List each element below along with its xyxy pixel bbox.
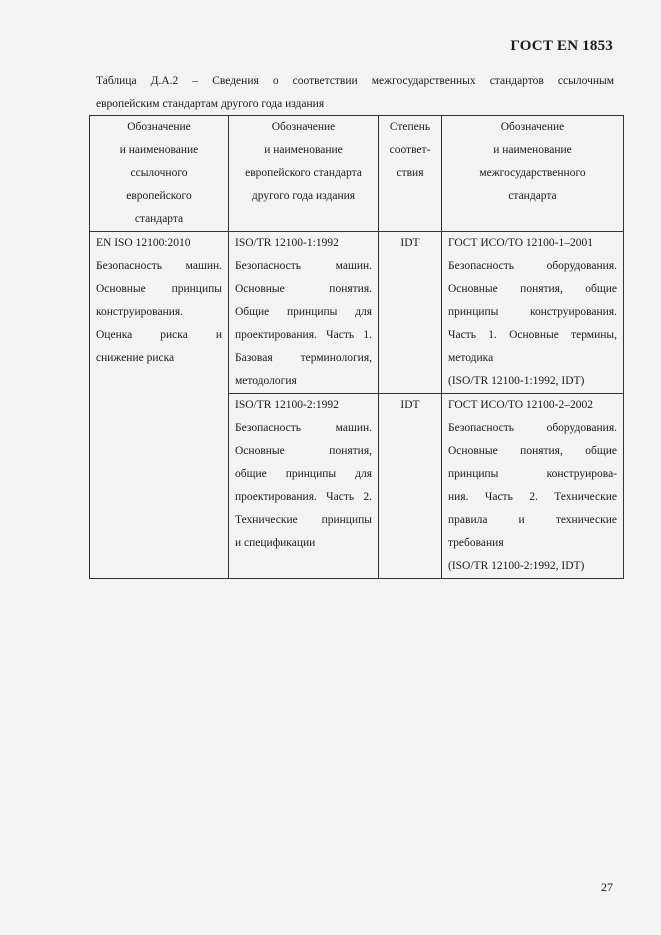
euro-standard-cell: ISO/TR 12100-1:1992 Безопасность машин. Основные понятия. Общие принципы для проектирования. Часть 1. Базовая терминология, методология [229,232,379,394]
header-interstate-standard: Обозначение и наименование межгосударственного стандарта [442,116,624,232]
degree-cell: IDT [379,394,442,579]
table-caption [96,70,614,116]
euro-standard-cell: ISO/TR 12100-2:1992 Безопасность машин. Основные понятия, общие принципы для проектирования. Часть 2. Технические принципы и спецификации [229,394,379,579]
document-code: ГОСТ EN 1853 [510,38,613,54]
ref-standard-cell: EN ISO 12100:2010 Безопасность машин. Основные принципы конструирования. Оценка риска и снижение риска [90,232,229,579]
table-caption-line-1: Таблица Д.А.2 – Сведения о соответствии межгосударственных стандартов ссылочным [96,75,614,87]
table-row [90,232,624,394]
header-euro-standard: Обозначение и наименование европейского стандарта другого года издания [229,116,379,232]
interstate-standard-cell: ГОСТ ИСО/ТО 12100-1–2001 Безопасность оборудования. Основные понятия, общие принципы конструирования. Часть 1. Основные термины, методика (ISO/TR 12100-1:1992, IDT) [442,232,624,394]
standards-correspondence-table [89,115,624,579]
table-header-row [90,116,624,232]
header-degree: Степень соответ- ствия [379,116,442,232]
interstate-standard-cell: ГОСТ ИСО/ТО 12100-2–2002 Безопасность оборудования. Основные понятия, общие принципы конструирова- ния. Часть 2. Технические правила и технические требования (ISO/TR 12100-2:1992, IDT) [442,394,624,579]
page-number: 27 [601,880,613,894]
header-ref-standard: Обозначение и наименование ссылочного европейского стандарта [90,116,229,232]
table-caption-line-2: европейским стандартам другого года издания [96,98,325,110]
degree-cell: IDT [379,232,442,394]
